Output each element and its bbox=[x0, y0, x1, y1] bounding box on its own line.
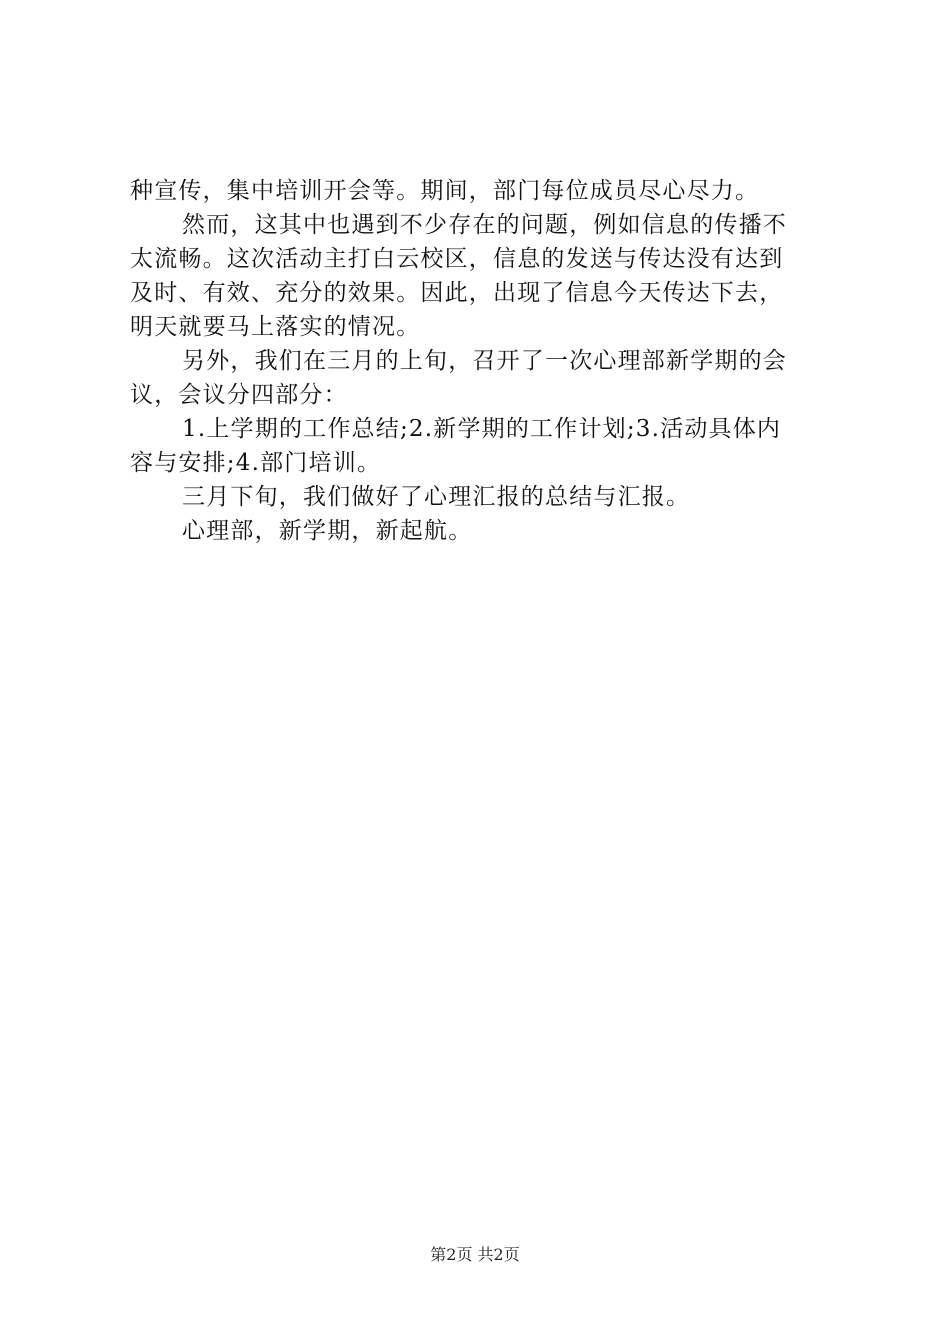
text-line: 心理部，新学期，新起航。 bbox=[182, 518, 473, 544]
text-line: 容与安排;4.部门培训。 bbox=[130, 450, 382, 476]
text-line: 议，会议分四部分： bbox=[130, 382, 348, 408]
text-line: 然而，这其中也遇到不少存在的问题，例如信息的传播不 bbox=[182, 212, 787, 238]
text-line: 1.上学期的工作总结;2.新学期的工作计划;3.活动具体内 bbox=[182, 416, 782, 442]
text-line: 太流畅。这次活动主打白云校区，信息的发送与传达没有达到 bbox=[130, 246, 784, 272]
text-line: 三月下旬，我们做好了心理汇报的总结与汇报。 bbox=[182, 484, 691, 510]
text-line: 种宣传，集中培训开会等。期间，部门每位成员尽心尽力。 bbox=[130, 178, 760, 204]
document-body bbox=[130, 174, 835, 548]
text-line: 明天就要马上落实的情况。 bbox=[130, 314, 421, 340]
page-number-footer: 第2页 共2页 bbox=[430, 1245, 520, 1264]
text-line: 及时、有效、充分的效果。因此，出现了信息今天传达下去， bbox=[130, 280, 784, 306]
text-line: 另外，我们在三月的上旬，召开了一次心理部新学期的会 bbox=[182, 348, 787, 374]
